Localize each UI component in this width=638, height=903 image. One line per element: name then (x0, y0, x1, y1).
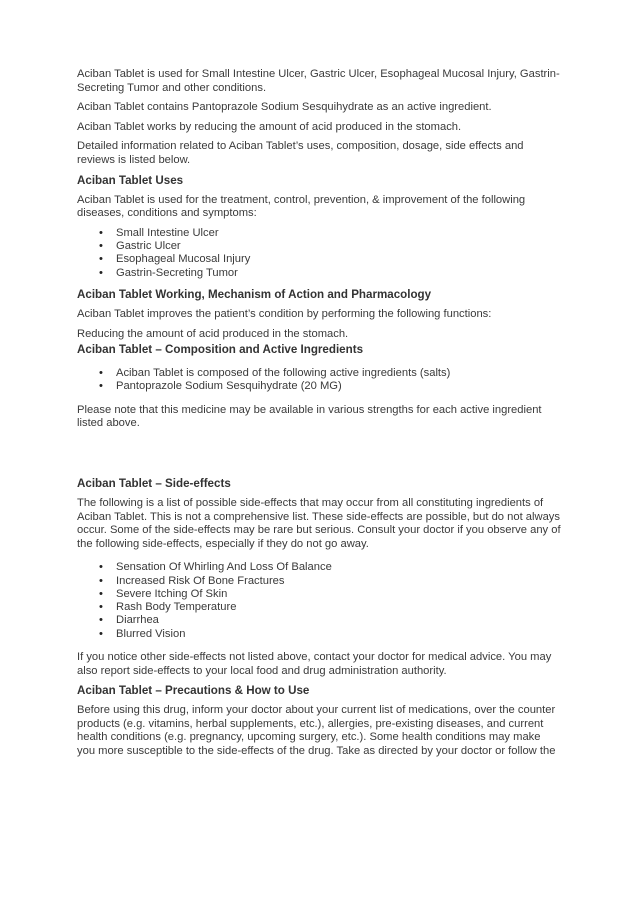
uses-text: Aciban Tablet is used for the treatment, control, prevention, & improvement of the following diseases, conditions and symptoms: (77, 193, 526, 220)
document-page (77, 68, 561, 765)
intro-paragraph-1: Aciban Tablet is used for Small Intestine Ulcer, Gastric Ulcer, Esophageal Mucosal Injury, Gastrin-Secreting Tumor and other conditions. (77, 68, 560, 94)
list-item: • Severe Itching Of Skin (99, 588, 561, 601)
intro-paragraph-2: Aciban Tablet contains Pantoprazole Sodium Sesquihydrate as an active ingredient. (77, 101, 492, 114)
composition-list (77, 367, 561, 394)
side-effects-note: If you notice other side-effects not listed above, contact your doctor for medical advice. You may also report side-effects to your local food and drug administration authority. (77, 651, 552, 677)
list-item: • Increased Risk Of Bone Fractures (99, 575, 561, 588)
list-item: • Diarrhea (99, 614, 561, 627)
composition-heading: Aciban Tablet – Composition and Active Ingredients (77, 343, 364, 357)
composition-note: Please note that this medicine may be available in various strengths for each active ingredient listed above. (77, 403, 542, 430)
list-item: • Rash Body Temperature (99, 601, 561, 614)
working-paragraph-2: Reducing the amount of acid produced in the stomach. (77, 327, 349, 340)
intro-paragraph-4: Detailed information related to Aciban Tablet’s uses, composition, dosage, side effects and reviews is listed below. (77, 140, 524, 166)
list-item: • Gastrin-Secreting Tumor (99, 267, 561, 280)
list-item: • Blurred Vision (99, 628, 561, 641)
uses-heading: Aciban Tablet Uses (77, 173, 184, 187)
side-effects-heading: Aciban Tablet – Side-effects (77, 476, 231, 490)
list-item: • Pantoprazole Sodium Sesquihydrate (20 MG) (99, 380, 561, 393)
list-item: • Sensation Of Whirling And Loss Of Balance (99, 561, 561, 574)
precautions-heading: Aciban Tablet – Precautions & How to Use (77, 684, 310, 698)
list-item: • Small Intestine Ulcer (99, 227, 561, 240)
section-spacer (77, 437, 561, 477)
list-item: • Gastric Ulcer (99, 240, 561, 253)
side-effects-text: The following is a list of possible side-effects that may occur from all constituting ingredients of Aciban Tablet. This is not a comprehensive list. These side-effects are possible, but do not always occur. Some of the side-effects may be rare but serious. Consult your doctor if you observe any of the following side-effects, especially if they do not go away. (77, 496, 561, 550)
uses-list (77, 227, 561, 280)
precautions-text: Before using this drug, inform your doctor about your current list of medications, over the counter products (e.g. vitamins, herbal supplements, etc.), allergies, pre-existing diseases, and current health conditions (e.g. pregnancy, upcoming surgery, etc.). Some health conditions may make you more susceptible to the side-effects of the drug. Take as directed by your doctor or follow the (77, 704, 556, 758)
intro-paragraph-3: Aciban Tablet works by reducing the amount of acid produced in the stomach. (77, 120, 462, 133)
list-item: • Esophageal Mucosal Injury (99, 253, 561, 266)
working-heading: Aciban Tablet Working, Mechanism of Action and Pharmacology (77, 287, 432, 301)
list-item: • Aciban Tablet is composed of the following active ingredients (salts) (99, 367, 561, 380)
side-effects-list (77, 561, 561, 641)
working-paragraph-1: Aciban Tablet improves the patient’s condition by performing the following functions: (77, 307, 492, 320)
